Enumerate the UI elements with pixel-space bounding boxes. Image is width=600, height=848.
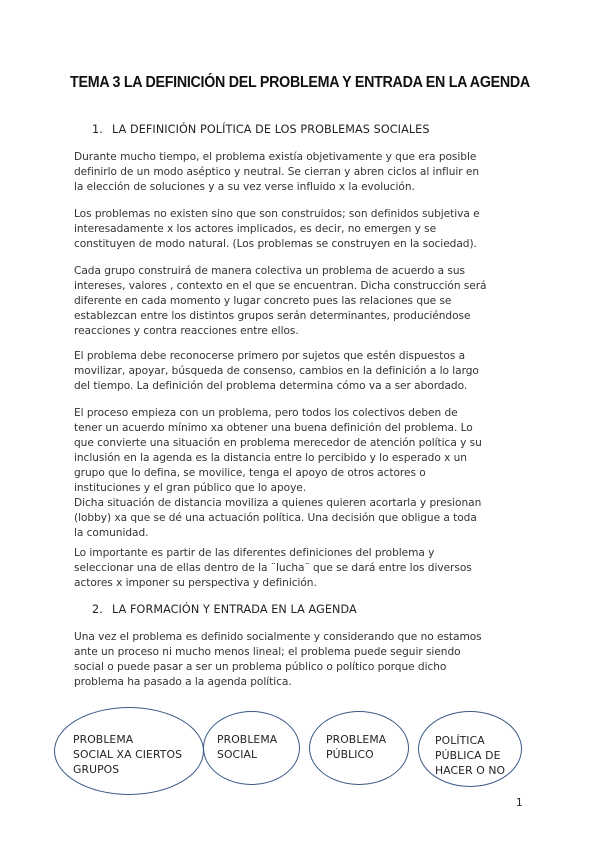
text-line: interesadamente x los actores implicados, es decir, no emergen y se — [74, 223, 437, 235]
paragraph — [74, 150, 530, 195]
stage-2-label — [217, 732, 277, 762]
text-line: la elección de soluciones y a su vez verse influido x la evolución. — [74, 181, 415, 193]
section-2-heading-text: LA FORMACIÓN Y ENTRADA EN LA AGENDA — [112, 603, 357, 616]
paragraph — [74, 349, 530, 394]
paragraph — [74, 630, 530, 690]
stage-label-line: GRUPOS — [73, 763, 120, 776]
text-line: Los problemas no existen sino que son construidos; son definidos subjetiva e — [74, 208, 480, 220]
section-1-heading-text: LA DEFINICIÓN POLÍTICA DE LOS PROBLEMAS SOCIALES — [112, 123, 430, 136]
text-line: movilizar, apoyar, búsqueda de consenso, cambios en la definición a lo largo — [74, 365, 479, 377]
text-line: Lo importante es partir de las diferentes definiciones del problema y — [74, 547, 435, 559]
text-line: intereses, valores , contexto en el que se encuentran. Dicha construcción será — [74, 280, 487, 292]
stage-label-line: SOCIAL XA CIERTOS — [73, 748, 183, 761]
stage-label-line: HACER O NO — [435, 764, 506, 777]
text-line: ante un proceso ni mucho menos lineal; el problema puede seguir siendo — [74, 646, 461, 658]
text-line: que convierte una situación en problema merecedor de atención política y su — [74, 437, 482, 449]
text-line: problema ha pasado a la agenda política. — [74, 676, 292, 688]
section-1-heading — [92, 123, 430, 136]
text-line: la comunidad. — [74, 527, 149, 539]
text-line: actores x imponer su perspectiva y definición. — [74, 577, 317, 589]
text-line: inclusión en la agenda es la distancia entre lo percibido y lo esperado x un — [74, 452, 467, 464]
text-line: Dicha situación de distancia moviliza a quienes quieren acortarla y presionan — [74, 497, 482, 509]
stage-label-line: PÚBLICA DE — [435, 749, 501, 762]
stage-label-line: PROBLEMA — [217, 733, 278, 746]
stage-label-line: POLÍTICA — [435, 734, 485, 747]
text-line: Cada grupo construirá de manera colectiva un problema de acuerdo a sus — [74, 265, 465, 277]
stage-1-label — [73, 732, 182, 777]
text-line: definirlo de un modo aséptico y neutral. Se cierran y abren ciclos al influir en — [74, 166, 480, 178]
text-line: establezcan entre los distintos grupos serán determinantes, produciéndose — [74, 310, 471, 322]
text-line: seleccionar una de ellas dentro de la ¨lucha¨ que se dará entre los diversos — [74, 562, 472, 574]
paragraph — [74, 546, 530, 591]
stage-label-line: PROBLEMA — [73, 733, 134, 746]
text-line: tener un acuerdo mínimo xa obtener una buena definición del problema. Lo — [74, 422, 473, 434]
text-line: reacciones y contra reacciones entre ellos. — [74, 325, 299, 337]
stage-label-line: PÚBLICO — [326, 748, 374, 761]
page-number: 1 — [516, 797, 523, 809]
text-line: instituciones y el gran público que lo apoye. — [74, 482, 307, 494]
stage-label-line: SOCIAL — [217, 748, 258, 761]
section-2-number: 2. — [92, 603, 103, 616]
text-line: constituyen de modo natural. (Los problemas se construyen en la sociedad). — [74, 238, 477, 250]
paragraph — [74, 207, 530, 252]
section-1-number: 1. — [92, 123, 103, 136]
stage-3-label — [326, 732, 386, 762]
text-line: El proceso empieza con un problema, pero todos los colectivos deben de — [74, 407, 458, 419]
text-line: del tiempo. La definición del problema determina cómo va a ser abordado. — [74, 380, 468, 392]
text-line: grupo que lo defina, se movilice, tenga el apoyo de otros actores o — [74, 467, 426, 479]
section-2-heading — [92, 603, 357, 616]
paragraph — [74, 264, 530, 339]
stage-label-line: PROBLEMA — [326, 733, 387, 746]
text-line: El problema debe reconocerse primero por sujetos que estén dispuestos a — [74, 350, 466, 362]
text-line: (lobby) xa que se dé una actuación política. Una decisión que obligue a toda — [74, 512, 477, 524]
text-line: diferente en cada momento y lugar concreto pues las relaciones que se — [74, 295, 452, 307]
text-line: Durante mucho tiempo, el problema existía objetivamente y que era posible — [74, 151, 477, 163]
text-line: Una vez el problema es definido socialmente y considerando que no estamos — [74, 631, 482, 643]
stage-4-label — [435, 733, 505, 778]
text-line: social o puede pasar a ser un problema público o político porque dicho — [74, 661, 447, 673]
paragraph — [74, 406, 530, 541]
document-title: TEMA 3 LA DEFINICIÓN DEL PROBLEMA Y ENTRADA EN LA AGENDA — [70, 74, 530, 91]
